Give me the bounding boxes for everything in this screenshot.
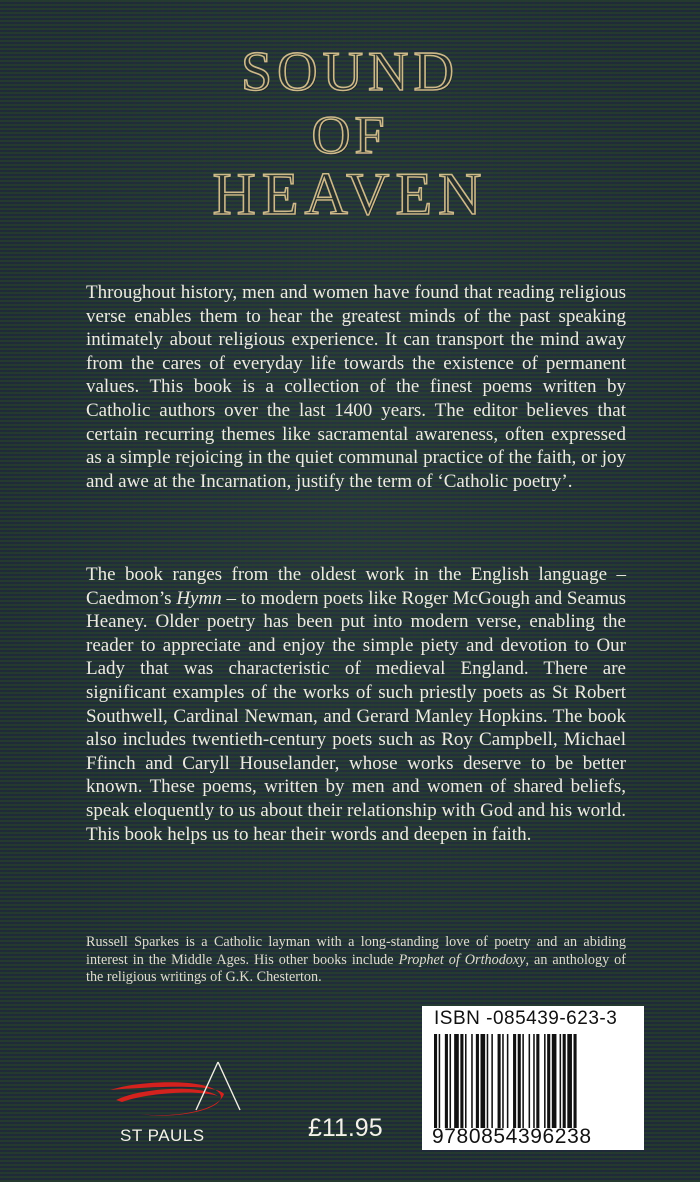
isbn-label: ISBN -085439-623-3	[434, 1008, 618, 1029]
barcode-bar	[502, 1034, 504, 1128]
barcode-bar	[481, 1034, 486, 1128]
barcode-bar	[547, 1034, 550, 1128]
barcode-bar	[563, 1034, 566, 1128]
barcode-bar	[574, 1034, 577, 1128]
barcode-bar	[460, 1034, 463, 1128]
author-bio-text: Russell Sparkes is a Catholic layman with a long-standing love of poetry and an abiding interest in the Middle Ages. His other books include	[86, 934, 626, 968]
barcode-bar	[552, 1034, 557, 1128]
barcode	[422, 1006, 644, 1150]
barcode-bar	[471, 1034, 473, 1128]
blurb-paragraph-2-text: The book ranges from the oldest work in the English language – Caedmon’s	[86, 564, 626, 609]
barcode-bar	[529, 1034, 531, 1128]
blurb-paragraph-2	[86, 563, 626, 846]
barcode-bars	[434, 1034, 638, 1128]
barcode-bar	[522, 1034, 524, 1128]
barcode-bar	[567, 1034, 572, 1128]
barcode-bar	[465, 1034, 467, 1128]
blurb-paragraph-1: Throughout history, men and women have found that reading religious verse enables them to hear the greatest minds of the past speaking intimately about religious experience. It can transport the mind away from the cares of everyday life towards the existence of permanent values. This book is a collection of the finest poems written by Catholic authors over the last 1400 years. The editor believes that certain recurring themes like sacramental awareness, often expressed as a simple rejoicing in the quiet communal practice of the faith, or joy and awe at the Incarnation, justify the term of ‘Catholic poetry’.	[86, 282, 626, 492]
barcode-bar	[434, 1034, 437, 1128]
hymn-title: Hymn	[176, 587, 222, 609]
barcode-bar	[450, 1034, 452, 1128]
barcode-bar	[445, 1034, 448, 1128]
other-book-title: Prophet of Orthodoxy	[398, 951, 526, 968]
barcode-bar	[536, 1034, 539, 1128]
author-bio-rest: , an anthology of the religious writings of G.K. Chesterton.	[86, 951, 626, 986]
barcode-bar	[507, 1034, 509, 1128]
barcode-bar	[476, 1034, 479, 1128]
barcode-bar	[544, 1034, 546, 1128]
barcode-bar	[533, 1034, 535, 1128]
publisher-name: ST PAULS	[120, 1126, 205, 1145]
barcode-bar	[454, 1034, 459, 1128]
barcode-bar	[487, 1034, 489, 1128]
isbn-digits: 9780854396238	[432, 1125, 592, 1148]
author-bio	[86, 934, 626, 987]
barcode-bar	[498, 1034, 501, 1128]
barcode-bar	[513, 1034, 516, 1128]
barcode-bar	[518, 1034, 521, 1128]
barcode-bar	[491, 1034, 493, 1128]
price: £11.95	[308, 1114, 383, 1142]
title-line-of: OF	[311, 105, 389, 165]
blurb-paragraph-2-rest: – to modern poets like Roger McGough and Seamus Heaney. Older poetry has been put into modern verse, enabling the reader to appreciate and enjoy the simple piety and devotion to Our Lady that was characteristic of medieval England. There are significant examples of the works of such priestly poets as St Robert Southwell, Cardinal Newman, and Gerard Manley Hopkins. The book also includes twentieth-century poets such as Roy Campbell, Michael Ffinch and Caryll Houselander, whose works deserve to be better known. These poems, written by men and women of shared beliefs, speak eloquently to us about their relationship with God and his world. This book helps us to hear their words and deepen in faith.	[86, 587, 626, 845]
barcode-bar	[560, 1034, 562, 1128]
title-line-sound: SOUND	[241, 41, 459, 103]
title-line-heaven: HEAVEN	[212, 161, 488, 227]
barcode-bar	[439, 1034, 441, 1128]
